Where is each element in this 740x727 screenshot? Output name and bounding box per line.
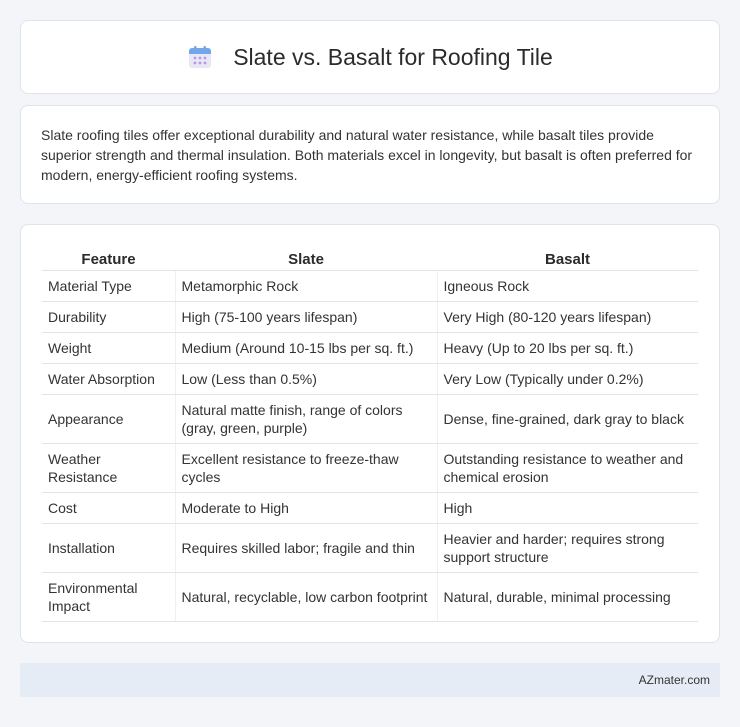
feature-cell: Weather Resistance: [42, 443, 175, 492]
feature-cell: Environmental Impact: [42, 572, 175, 621]
summary-card: [20, 105, 720, 204]
table-row: [42, 332, 698, 363]
slate-cell: Medium (Around 10-15 lbs per sq. ft.): [175, 332, 437, 363]
table-row: [42, 270, 698, 301]
page-title: Slate vs. Basalt for Roofing Tile: [233, 43, 553, 70]
slate-cell: Excellent resistance to freeze-thaw cycles: [175, 443, 437, 492]
table-header-row: [42, 245, 698, 270]
basalt-cell: Dense, fine-grained, dark gray to black: [437, 394, 698, 443]
basalt-cell: Natural, durable, minimal processing: [437, 572, 698, 621]
slate-cell: Natural, recyclable, low carbon footprint: [175, 572, 437, 621]
header-slate: Slate: [175, 245, 437, 270]
table-row: [42, 363, 698, 394]
header-feature: Feature: [42, 245, 175, 270]
feature-cell: Appearance: [42, 394, 175, 443]
basalt-cell: Heavy (Up to 20 lbs per sq. ft.): [437, 332, 698, 363]
slate-cell: High (75-100 years lifespan): [175, 301, 437, 332]
basalt-cell: Igneous Rock: [437, 270, 698, 301]
header-basalt: Basalt: [437, 245, 698, 270]
basalt-cell: Very Low (Typically under 0.2%): [437, 363, 698, 394]
table-row: [42, 394, 698, 443]
calendar-icon: [187, 44, 213, 70]
feature-cell: Durability: [42, 301, 175, 332]
footer-brand[interactable]: AZmater.com: [638, 673, 710, 687]
slate-cell: Natural matte finish, range of colors (gray, green, purple): [175, 394, 437, 443]
slate-cell: Low (Less than 0.5%): [175, 363, 437, 394]
table-row: [42, 301, 698, 332]
footer-bar: [20, 663, 720, 697]
title-card: [20, 20, 720, 94]
basalt-cell: Heavier and harder; requires strong support structure: [437, 523, 698, 572]
basalt-cell: High: [437, 492, 698, 523]
basalt-cell: Very High (80-120 years lifespan): [437, 301, 698, 332]
slate-cell: Requires skilled labor; fragile and thin: [175, 523, 437, 572]
comparison-table-card: [20, 224, 720, 643]
basalt-cell: Outstanding resistance to weather and chemical erosion: [437, 443, 698, 492]
table-row: [42, 492, 698, 523]
feature-cell: Weight: [42, 332, 175, 363]
summary-text: Slate roofing tiles offer exceptional durability and natural water resistance, while basalt tiles provide superior strength and thermal insulation. Both materials excel in longevity, but basalt is often preferred for modern, energy-efficient roofing systems.: [41, 127, 693, 183]
table-row: [42, 443, 698, 492]
feature-cell: Cost: [42, 492, 175, 523]
feature-cell: Material Type: [42, 270, 175, 301]
table-row: [42, 523, 698, 572]
feature-cell: Installation: [42, 523, 175, 572]
feature-cell: Water Absorption: [42, 363, 175, 394]
table-row: [42, 572, 698, 621]
comparison-table: [42, 245, 698, 622]
slate-cell: Metamorphic Rock: [175, 270, 437, 301]
slate-cell: Moderate to High: [175, 492, 437, 523]
